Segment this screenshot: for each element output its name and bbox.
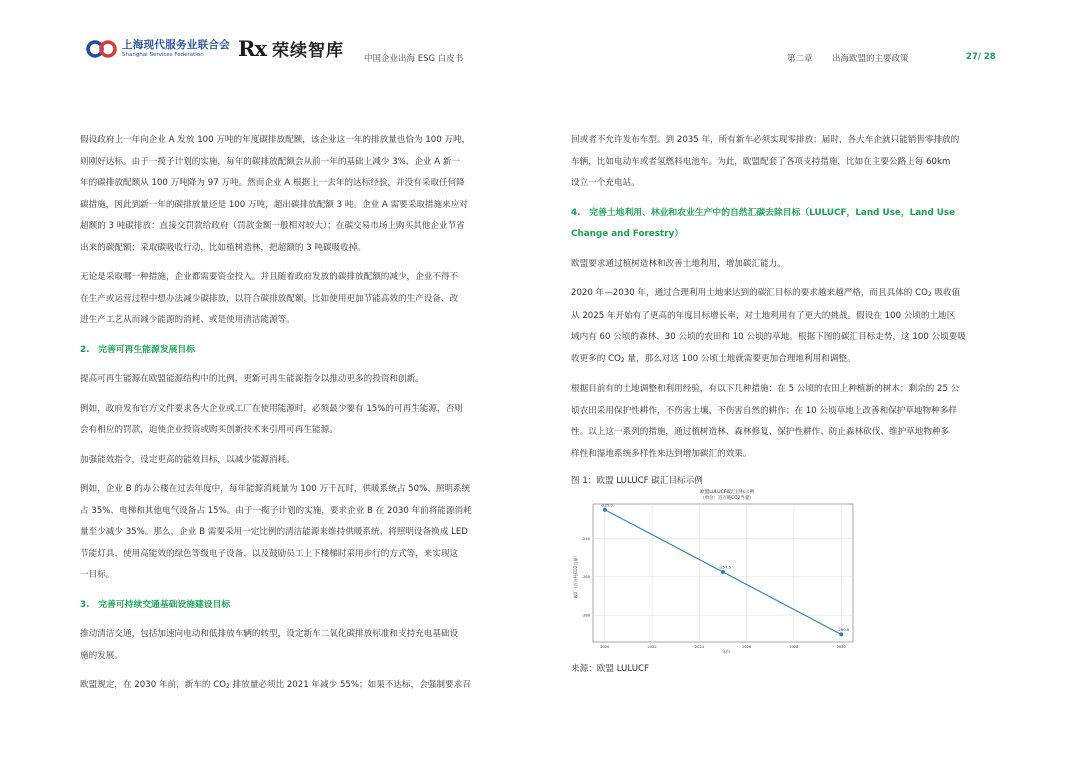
rx-logo-name: 荣续智库	[271, 41, 344, 61]
line: 设立一个充电站。	[571, 178, 640, 188]
line: 性。以上这一系列的措施，通过植树造林、森林修复、保护性耕作、防止森林砍伐、维护草地物种多	[571, 427, 950, 437]
line: 车辆，比如电动车或者氢燃料电池车。为此，欧盟配套了各项支持措施，比如在主要公路上每 60km	[571, 156, 951, 167]
heading-2: 2. 完善可再生能源发展目标	[80, 344, 196, 355]
line: 节能灯具、使用高能效的绿色等级电子设备、以及鼓励员工上下楼梯时采用步行的方式等，来实现这	[80, 548, 459, 559]
line	[571, 283, 1001, 306]
line: 样性和湿地系统多样性来达到增加碳汇的效果。	[571, 448, 752, 459]
heading-4-cont: Change and Forestry）	[571, 229, 684, 239]
x-tick-label: 2028	[789, 645, 799, 649]
subscript: 2	[620, 356, 625, 364]
paragraph-1	[80, 130, 512, 259]
source-note: 来源：欧盟 LULUCF	[571, 664, 649, 674]
line: 推动清洁交通，包括加速向电动和低排放车辆的转型，设定新车二氧化碳排放标准和支持充电基础设	[80, 629, 459, 639]
x-tick-label: 2022	[647, 645, 657, 649]
paragraph-8	[80, 675, 512, 698]
chart-subtitle: （单位：百万吨CO2当量）	[700, 496, 754, 501]
y-tick-label: -280	[581, 613, 590, 618]
line: 在生产或运营过程中想办法减少碳排放，以符合碳排放配额，比如使用更加节能高效的生产设备、改	[80, 293, 459, 304]
chart-svg	[571, 484, 861, 656]
line: 碳措施，因此到新一年的碳排放量还是 100 万吨，超出碳排放配额 3 吨。企业 A 需要采取措施来应对	[80, 199, 468, 210]
line: 则刚好达标。由于一揽子计划的实施，每年的碳排放配额会从前一年的基础上减少 3%，企业 A 新一	[80, 156, 461, 167]
data-point	[603, 508, 607, 512]
doc-title: 中国企业出海 ESG 白皮书	[364, 54, 464, 64]
text: 量，那么对这 100 公顷土地就需要更加合理地利用和调整。	[624, 353, 856, 364]
figure-caption: 图 1：欧盟 LULUCF 碳汇目标示例	[571, 476, 703, 486]
line: 回或者不允许发布车型。到 2035 年，所有新车必须实现零排放；届时，各大车企就只能销售零排放的	[571, 135, 960, 145]
text: 2020 年—2030 年，通过合理利用土地来达到的碳汇目标的要求越来越严格，而且具体的 CO	[571, 288, 928, 298]
paragraph-4	[80, 399, 512, 442]
ssf-logo-icon	[86, 38, 118, 60]
text: 欧盟规定，在 2030 年前，新车的 CO	[80, 680, 226, 690]
paragraph-7	[80, 624, 512, 667]
ssf-logo-name: 上海现代服务业联合会	[122, 39, 230, 51]
line: 顷农田采用保护性耕作，不伤害土壤、不伤害自然的耕作；在 10 公顷草地上改善和保护草地物种多样	[571, 405, 957, 416]
x-tick-label: 2030	[836, 645, 846, 649]
chapter-label: 第二章	[787, 54, 813, 64]
paragraph-5: 加强能效指令，设定更高的能效目标，以减少能源消耗。	[80, 454, 295, 465]
text: 吸收值	[931, 288, 961, 298]
heading-4: 4. 完善土地利用、林业和农业生产中的自然汇碳去除目标（LULUCF，Land Use，Land Use	[571, 207, 956, 218]
page-number: 27/ 28	[966, 52, 996, 62]
line: 施的发展。	[80, 650, 123, 661]
lulucf-chart	[571, 484, 861, 656]
paragraph-r4	[571, 379, 1001, 465]
text: 收更多的 CO	[571, 353, 621, 364]
line: 无论是采取哪一种措施，企业都需要资金投入。并且随着政府发放的碳排放配额的减少，企业不得不	[80, 272, 459, 282]
y-tick-label: -260	[581, 575, 590, 580]
section-label: 出海欧盟的主要政策	[832, 54, 909, 64]
line: 从 2025 年开始有了更高的年度目标增长率，对土地利用有了更大的挑战。假设在 100 公顷的土地区	[571, 310, 956, 321]
line: 会有相应的罚款，迫使企业投资或购买创新技术来引用可再生能源。	[80, 425, 338, 435]
paragraph-r1	[571, 130, 1001, 195]
data-label: -257.5	[718, 564, 732, 570]
x-tick-label: 2024	[694, 645, 704, 649]
heading-3: 3. 完善可持续交通基础设施建设目标	[80, 599, 231, 610]
line: 量至少减少 35%。那么，企业 B 需要采用一定比例的清洁能源来维持供暖系统、将照明设备换成 LED	[80, 527, 468, 537]
paragraph-6	[80, 479, 512, 587]
line	[571, 349, 1001, 372]
data-point	[839, 632, 843, 636]
data-point	[721, 570, 725, 574]
chart-ylabel: 碳汇（百万吨CO2当量）	[573, 553, 578, 599]
x-tick-label: 2020	[600, 645, 610, 649]
line: 占 35%、电梯和其他电气设备占 15%。由于一揽子计划的实施，要求企业 B 在 2030 年前将能源消耗	[80, 505, 472, 516]
line: 年的碳排放配额从 100 万吨降为 97 万吨。然而企业 A 根据上一去年的达标经验，并没有采取任何降	[80, 178, 465, 188]
right-column	[571, 130, 1001, 489]
data-label: -225.0	[600, 502, 613, 508]
text: 排放量必须比 2021 年减少 55%；如果不达标，会强制要求召	[229, 680, 471, 690]
paragraph-r3	[571, 283, 1001, 371]
paragraph-r2: 欧盟要求通过植树造林和改善土地利用，增加碳汇能力。	[571, 258, 786, 269]
line: 出来的碳配额；采取碳吸收行动，比如植树造林，把超额的 3 吨碳吸收掉。	[80, 242, 366, 253]
rx-logo	[238, 36, 344, 61]
left-column	[80, 130, 512, 698]
chart-title: 欧盟LULUCF碳汇目标示例	[700, 490, 754, 495]
ssf-logo-en: Shanghai Services Federation	[122, 51, 204, 58]
ssf-logo	[86, 38, 230, 60]
subscript: 2	[225, 683, 230, 690]
x-tick-label: 2026	[742, 645, 752, 649]
line: 假设政府上一年向企业 A 发放 100 万吨的年度碳排放配额，该企业这一年的排放量也恰为 100 万吨，	[80, 135, 471, 145]
chart-xlabel: 年份	[722, 649, 730, 654]
line: 一目标。	[80, 570, 115, 580]
paragraph-3: 提高可再生能源在欧盟能源结构中的比例，更新可再生能源指令以推动更多的投资和创新。	[80, 374, 424, 384]
rx-logo-mark: Rx	[238, 36, 266, 61]
line: 例如，企业 B 的办公楼在过去年度中，每年能源消耗量为 100 万千瓦时，供暖系统占 50%、照明系统	[80, 484, 471, 494]
line: 例如，政府发布官方文件要求各大企业或工厂在使用能源时，必须最少要有 15%的可再生能源，否则	[80, 403, 463, 414]
paragraph-2	[80, 267, 512, 332]
subscript: 2	[927, 291, 932, 298]
line: 进生产工艺从而减少能源的消耗、或是使用清洁能源等。	[80, 315, 295, 325]
y-tick-label: -240	[581, 536, 590, 541]
line: 根据目前有的土地调整和利用经验，有以下几种措施：在 5 公顷的农田上种植新的树木；剩余的 25 公	[571, 384, 960, 394]
line: 域内有 60 公顷的森林、30 公顷的农田和 10 公顷的草地。根据下图的碳汇目标走势，这 100 公顷要吸	[571, 332, 966, 342]
data-label: -290.0	[837, 626, 850, 632]
line: 超额的 3 吨碳排放：直接交罚款给政府（罚款金额一般相对较大）；在碳交易市场上购买其他企业节省	[80, 221, 465, 231]
